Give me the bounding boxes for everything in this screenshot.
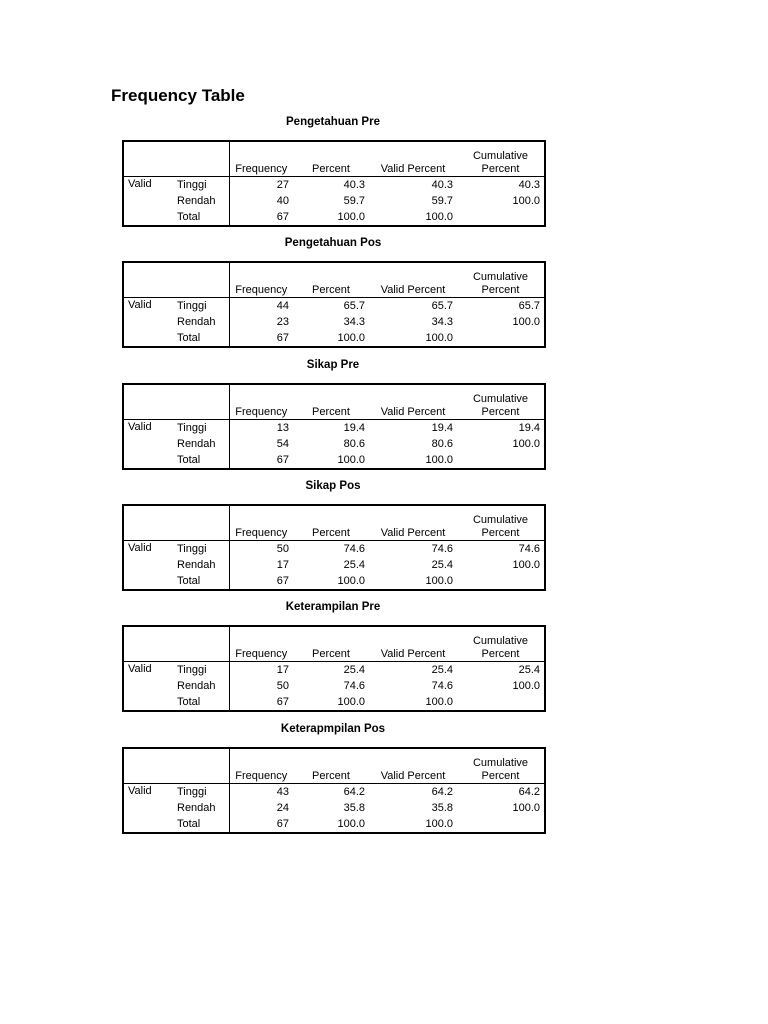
frequency-table-block (122, 114, 544, 227)
frequency-table-block (122, 235, 544, 348)
table-row (123, 816, 545, 833)
cell-percent: 34.3 (343, 316, 365, 328)
cell-valid-percent: 80.6 (431, 438, 453, 450)
table-title: Pengetahuan Pos (284, 237, 382, 249)
cell-percent: 40.3 (343, 179, 365, 191)
row-label: Total (173, 452, 229, 469)
cell-cumulative-percent (457, 573, 545, 590)
table-row (123, 452, 545, 469)
cell-valid-percent: 40.3 (431, 179, 453, 191)
cell-percent: 100.0 (337, 575, 365, 587)
frequency-table (122, 747, 546, 834)
cell-percent: 100.0 (337, 696, 365, 708)
cell-cumulative-percent (457, 452, 545, 469)
row-group-label: Valid (128, 299, 152, 311)
table-row (123, 209, 545, 226)
cell-percent: 64.2 (343, 786, 365, 798)
row-group-label: Valid (128, 421, 152, 433)
cell-valid-percent: 100.0 (425, 211, 453, 223)
table-title: Keterampilan Pre (285, 601, 381, 613)
cell-cumulative-percent: 74.6 (518, 543, 540, 555)
cell-percent: 100.0 (337, 332, 365, 344)
row-label: Rendah (173, 557, 229, 573)
row-label: Rendah (173, 314, 229, 330)
cell-cumulative-percent: 100.0 (512, 316, 540, 328)
cell-cumulative-percent: 100.0 (512, 802, 540, 814)
cell-percent: 74.6 (343, 680, 365, 692)
cell-frequency: 17 (276, 559, 289, 571)
header-frequency: Frequency (229, 505, 293, 541)
header-blank (123, 626, 173, 662)
row-label: Tinggi (173, 662, 229, 679)
frequency-table-block (122, 357, 544, 470)
cell-percent: 25.4 (343, 559, 365, 571)
row-label: Total (173, 694, 229, 711)
cell-cumulative-percent: 100.0 (512, 559, 540, 571)
cell-valid-percent: 35.8 (431, 802, 453, 814)
cell-cumulative-percent: 40.3 (518, 179, 540, 191)
header-percent: Percent (293, 384, 369, 420)
header-blank (173, 262, 229, 298)
row-group-label: Valid (128, 542, 152, 554)
cell-valid-percent: 25.4 (431, 559, 453, 571)
cell-percent: 100.0 (337, 454, 365, 466)
table-row (123, 557, 545, 573)
table-row (123, 193, 545, 209)
cell-frequency: 50 (276, 543, 289, 555)
row-label: Tinggi (173, 784, 229, 801)
header-cumulative-percent: Cumulative Percent (457, 505, 545, 541)
cell-frequency: 27 (276, 179, 289, 191)
header-cumulative-percent: Cumulative Percent (457, 384, 545, 420)
row-label: Rendah (173, 800, 229, 816)
cell-cumulative-percent (457, 694, 545, 711)
frequency-table (122, 625, 546, 712)
cell-percent: 25.4 (343, 664, 365, 676)
frequency-table (122, 261, 546, 348)
header-frequency: Frequency (229, 141, 293, 177)
header-valid-percent: Valid Percent (369, 505, 457, 541)
header-percent: Percent (293, 141, 369, 177)
table-title: Sikap Pre (306, 359, 360, 371)
row-label: Tinggi (173, 541, 229, 558)
row-label: Rendah (173, 678, 229, 694)
header-blank (123, 384, 173, 420)
row-label: Tinggi (173, 420, 229, 437)
cell-cumulative-percent: 19.4 (518, 422, 540, 434)
cell-frequency: 24 (276, 802, 289, 814)
cell-percent: 59.7 (343, 195, 365, 207)
cell-valid-percent: 100.0 (425, 575, 453, 587)
table-row (123, 694, 545, 711)
cell-percent: 80.6 (343, 438, 365, 450)
table-row (123, 436, 545, 452)
header-blank (123, 505, 173, 541)
row-group-label: Valid (128, 663, 152, 675)
cell-cumulative-percent (457, 330, 545, 347)
cell-frequency: 67 (276, 575, 289, 587)
cell-cumulative-percent: 25.4 (518, 664, 540, 676)
cell-valid-percent: 100.0 (425, 818, 453, 830)
table-row (123, 314, 545, 330)
cell-cumulative-percent: 100.0 (512, 438, 540, 450)
header-cumulative-percent: Cumulative Percent (457, 748, 545, 784)
header-valid-percent: Valid Percent (369, 141, 457, 177)
cell-percent: 100.0 (337, 818, 365, 830)
header-blank (123, 141, 173, 177)
cell-valid-percent: 100.0 (425, 696, 453, 708)
cell-frequency: 44 (276, 300, 289, 312)
cell-percent: 65.7 (343, 300, 365, 312)
frequency-table (122, 504, 546, 591)
table-row (123, 177, 545, 194)
header-cumulative-percent: Cumulative Percent (457, 626, 545, 662)
cell-cumulative-percent: 100.0 (512, 680, 540, 692)
table-row (123, 662, 545, 679)
cell-cumulative-percent (457, 209, 545, 226)
table-title: Pengetahuan Pre (286, 116, 380, 128)
cell-cumulative-percent: 65.7 (518, 300, 540, 312)
cell-frequency: 50 (276, 680, 289, 692)
cell-percent: 19.4 (343, 422, 365, 434)
table-title: Keterapmpilan Pos (280, 723, 386, 735)
table-row (123, 573, 545, 590)
header-valid-percent: Valid Percent (369, 262, 457, 298)
frequency-table (122, 383, 546, 470)
row-label: Tinggi (173, 298, 229, 315)
cell-frequency: 17 (276, 664, 289, 676)
page-title: Frequency Table (111, 86, 245, 105)
row-label: Rendah (173, 193, 229, 209)
header-blank (123, 262, 173, 298)
row-group-label: Valid (128, 785, 152, 797)
cell-frequency: 13 (276, 422, 289, 434)
frequency-table-block (122, 721, 544, 834)
header-cumulative-percent: Cumulative Percent (457, 262, 545, 298)
header-blank (173, 505, 229, 541)
cell-valid-percent: 74.6 (431, 680, 453, 692)
cell-frequency: 67 (276, 696, 289, 708)
header-blank (173, 384, 229, 420)
header-valid-percent: Valid Percent (369, 748, 457, 784)
table-row (123, 784, 545, 801)
header-percent: Percent (293, 748, 369, 784)
frequency-table-block (122, 599, 544, 712)
table-title: Sikap Pos (305, 480, 361, 492)
header-blank (173, 141, 229, 177)
table-row (123, 800, 545, 816)
frequency-table (122, 140, 546, 227)
cell-valid-percent: 65.7 (431, 300, 453, 312)
header-valid-percent: Valid Percent (369, 384, 457, 420)
header-cumulative-percent: Cumulative Percent (457, 141, 545, 177)
row-group-label: Valid (128, 178, 152, 190)
row-label: Total (173, 330, 229, 347)
header-frequency: Frequency (229, 748, 293, 784)
header-blank (173, 626, 229, 662)
cell-percent: 74.6 (343, 543, 365, 555)
cell-cumulative-percent: 64.2 (518, 786, 540, 798)
row-label: Total (173, 573, 229, 590)
cell-valid-percent: 100.0 (425, 454, 453, 466)
row-label: Total (173, 209, 229, 226)
header-frequency: Frequency (229, 262, 293, 298)
cell-frequency: 67 (276, 211, 289, 223)
cell-frequency: 23 (276, 316, 289, 328)
header-percent: Percent (293, 262, 369, 298)
header-valid-percent: Valid Percent (369, 626, 457, 662)
cell-valid-percent: 59.7 (431, 195, 453, 207)
cell-percent: 35.8 (343, 802, 365, 814)
cell-valid-percent: 19.4 (431, 422, 453, 434)
header-frequency: Frequency (229, 626, 293, 662)
cell-valid-percent: 64.2 (431, 786, 453, 798)
cell-frequency: 67 (276, 454, 289, 466)
row-label: Total (173, 816, 229, 833)
cell-frequency: 43 (276, 786, 289, 798)
header-frequency: Frequency (229, 384, 293, 420)
cell-valid-percent: 100.0 (425, 332, 453, 344)
table-row (123, 541, 545, 558)
cell-valid-percent: 74.6 (431, 543, 453, 555)
table-row (123, 678, 545, 694)
cell-cumulative-percent: 100.0 (512, 195, 540, 207)
cell-frequency: 67 (276, 818, 289, 830)
cell-frequency: 54 (276, 438, 289, 450)
frequency-table-block (122, 478, 544, 591)
header-blank (173, 748, 229, 784)
cell-valid-percent: 25.4 (431, 664, 453, 676)
cell-frequency: 67 (276, 332, 289, 344)
row-label: Tinggi (173, 177, 229, 194)
table-row (123, 330, 545, 347)
table-row (123, 298, 545, 315)
cell-valid-percent: 34.3 (431, 316, 453, 328)
table-row (123, 420, 545, 437)
cell-percent: 100.0 (337, 211, 365, 223)
header-percent: Percent (293, 505, 369, 541)
header-blank (123, 748, 173, 784)
cell-cumulative-percent (457, 816, 545, 833)
cell-frequency: 40 (276, 195, 289, 207)
header-percent: Percent (293, 626, 369, 662)
row-label: Rendah (173, 436, 229, 452)
